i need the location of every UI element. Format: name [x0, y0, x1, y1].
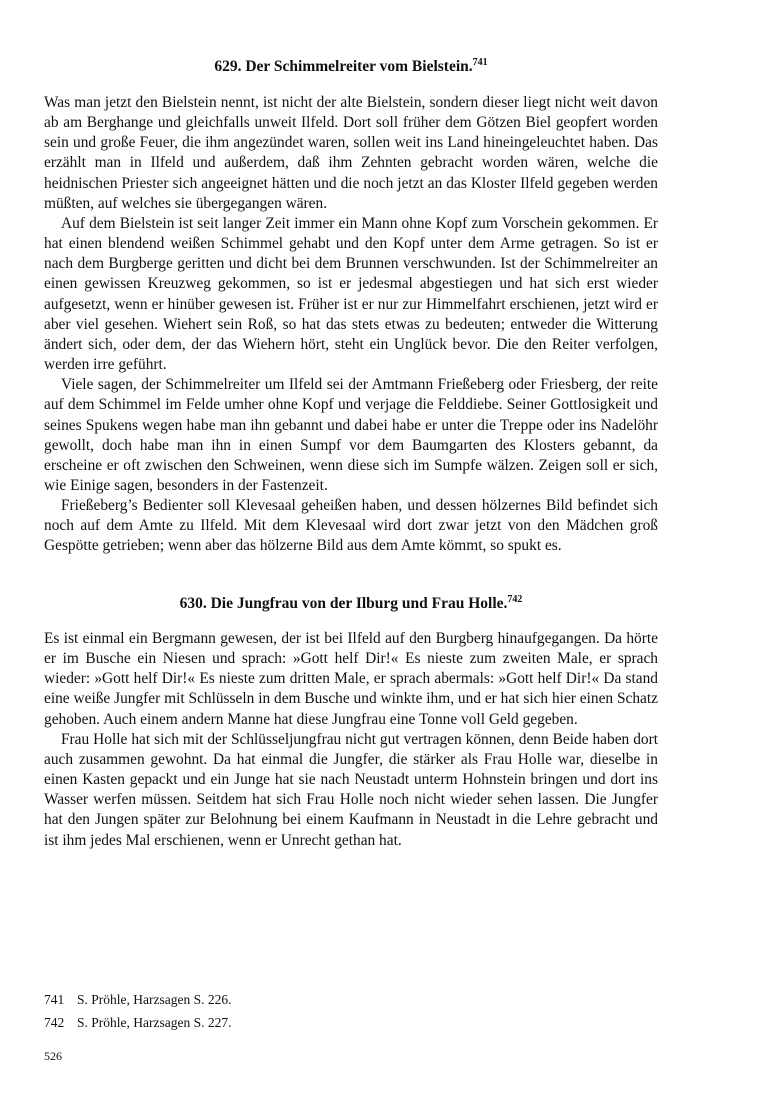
footnote — [44, 991, 658, 1009]
section-title: 630. Die Jungfrau von der Ilburg und Frau Holle. — [179, 595, 508, 612]
paragraph: Auf dem Bielstein ist seit langer Zeit immer ein Mann ohne Kopf zum Vorschein gekommen. Er hat einen blendend weißen Schimmel gehabt und den Kopf unter dem Arme getragen. So ist er nach dem Burgberge geritten und dicht bei dem Brunnen verschwunden. Ist der Schimmelreiter an einen gewissen Kreuzweg gekommen, so ist er jedesmal abgestiegen und hat sich erst wieder aufgesetzt, wenn er hinüber gewesen ist. Früher ist er nur zur Himmelfahrt erschienen, jetzt wird er aber viel gesehen. Wiehert sein Roß, so hat das stets etwas zu bedeuten; entweder die Witterung ändert sich, oder dem, der das Wiehern hört, steht ein Unglück bevor. Die den Reiter verfolgen, werden irre geführt. — [44, 214, 658, 374]
paragraph: Viele sagen, der Schimmelreiter um Ilfeld sei der Amtmann Frießeberg oder Friesberg, der reite auf dem Schimmel im Felde umher ohne Kopf und verjage die Felddiebe. Seiner Gottlosigkeit und seines Spukens wegen habe man ihn gebannt und dabei habe er unter die Treppe oder ins Nadelöhr gewollt, doch habe man ihn in einen Sumpf vor dem Baumgarten des Klosters gebannt, da erscheine er oft zwischen den Schweinen, wenn diese sich im Sumpfe wälzen. Zeigen soll er sich, wie Einige sagen, besonders in der Fastenzeit. — [44, 376, 658, 494]
paragraph: Was man jetzt den Bielstein nennt, ist nicht der alte Bielstein, sondern dieser liegt nicht weit davon ab am Berghange und gleichfalls unweit Ilfeld. Dort soll früher dem Götzen Biel geopfert worden sein und große Feuer, die ihm angezündet waren, sollen weit ins Land hineingeleuchtet haben. Das erzählt man in Ilfeld und außerdem, daß ihm Zehnten gebracht worden wären, welche die heidnischen Priester sich angeeignet hätten und die noch jetzt an das Kloster Ilfeld gegeben werden müßten, auf welches sie übergegangen wären. — [44, 94, 658, 212]
footnote-reference: 742 — [507, 594, 523, 605]
section-title: 629. Der Schimmelreiter vom Bielstein. — [214, 58, 473, 75]
footnote — [44, 1014, 658, 1032]
paragraph: Frießeberg’s Bedienter soll Klevesaal geheißen haben, und dessen hölzernes Bild befindet sich noch auf dem Amte zu Ilfeld. Mit dem Klevesaal wird dort zwar jetzt von den Mädchen groß Gespötte getrieben; wenn aber das hölzerne Bild aus dem Amte kömmt, so spukt es. — [44, 497, 658, 555]
section-heading — [44, 57, 658, 77]
footnote-text: S. Pröhle, Harzsagen S. 227. — [77, 1015, 232, 1030]
footnote-number: 741 — [44, 992, 65, 1007]
section-body — [44, 93, 658, 557]
section-heading — [44, 594, 658, 614]
footnote-number: 742 — [44, 1015, 65, 1030]
footnote-text: S. Pröhle, Harzsagen S. 226. — [77, 992, 232, 1007]
paragraph: Es ist einmal ein Bergmann gewesen, der ist bei Ilfeld auf den Burgberg hinaufgegangen. Da hörte er im Busche ein Niesen und sprach: »Gott helf Dir!« Es nieste zum zweiten Male, er sprach wieder: »Gott helf Dir!« Es nieste zum dritten Male, er sprach abermals: »Gott helf Dir!« Da stand eine weiße Jungfer mit Schlüsseln in dem Busche und winkte ihm, und er hat sich hier einen Schatz gehoben. Auch einem andern Manne hat diese Jungfrau eine Tonne voll Geld gegeben. — [44, 630, 658, 728]
page-number: 526 — [44, 1049, 62, 1063]
footnote-reference: 741 — [472, 57, 488, 68]
paragraph: Frau Holle hat sich mit der Schlüsseljungfrau nicht gut vertragen können, denn Beide haben dort auch zusammen gewohnt. Da hat einmal die Jungfer, die stärker als Frau Holle war, dieselbe in einen Kasten gepackt und ein Junge hat sie nach Neustadt unterm Hohnstein bringen und dort ins Wasser werfen müssen. Seitdem hat sich Frau Holle noch nicht wieder sehen lassen. Die Jungfer hat den Jungen später zur Belohnung bei einem Kaufmann in Neustadt in die Lehre gebracht und ist ihm jedes Mal erschienen, wenn er Unrecht gethan hat. — [44, 730, 658, 849]
section-body — [44, 629, 658, 851]
